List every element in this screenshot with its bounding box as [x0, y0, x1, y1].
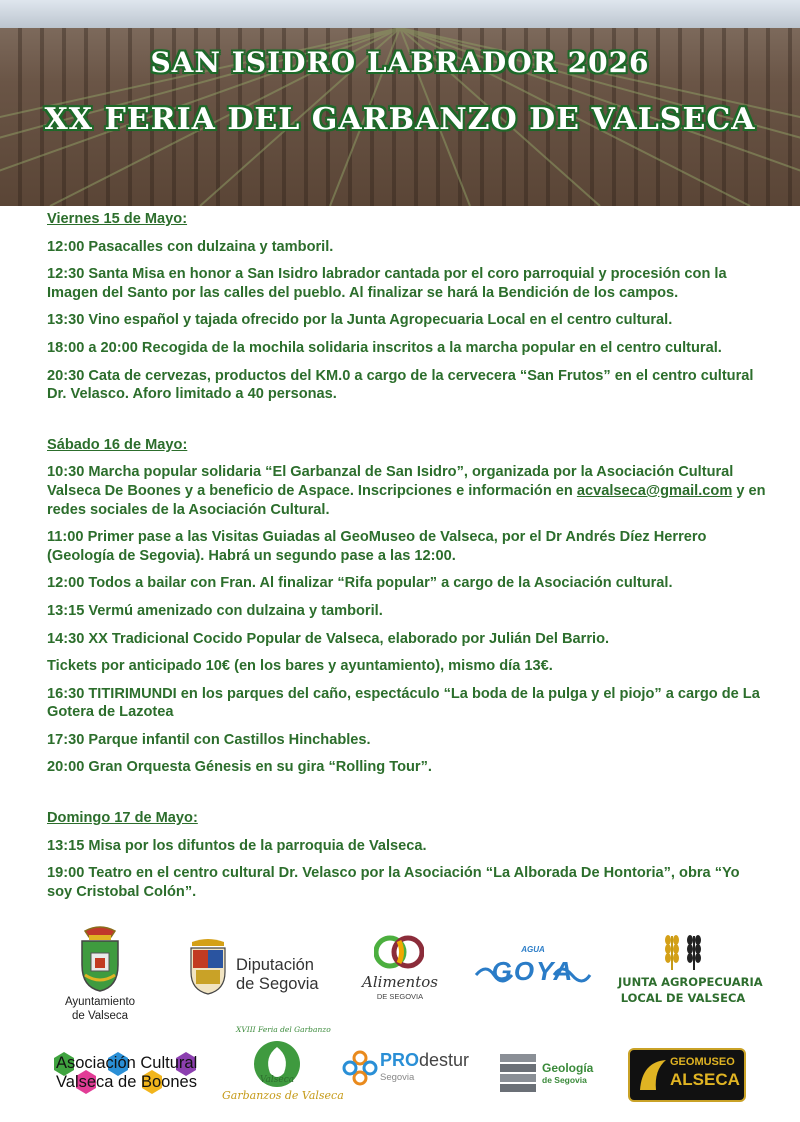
- prodestur-sub: Segovia: [380, 1072, 415, 1083]
- alimentos-symbol-icon: [374, 933, 424, 971]
- event-item: 12:30 Santa Misa en honor a San Isidro labrador cantada por el coro parroquial y procesión con la Imagen del Santo por las calles del pueblo. Al finalizar se hará la Bendición de los campos.: [47, 266, 727, 301]
- ayuntamiento-line-1: Ayuntamiento: [64, 996, 136, 1008]
- asociacion-line-2: Valseca de Boones: [56, 1073, 197, 1091]
- logo-junta-agropecuaria: [618, 932, 763, 1007]
- diputacion-line-1: Diputación: [236, 956, 314, 974]
- goya-main-label: GOYA: [491, 956, 575, 986]
- geologia-line-1: Geología: [542, 1061, 594, 1075]
- program-content: [47, 208, 767, 901]
- prodestur-rest: destur: [419, 1050, 470, 1070]
- feria-arc-text: XVIII Feria del Garbanzo: [236, 1025, 331, 1034]
- feria-center-text: Valseca: [259, 1075, 295, 1085]
- coat-of-arms-icon: [77, 925, 123, 993]
- wheat-icon: [658, 932, 708, 970]
- event-item: 19:00 Teatro en el centro cultural Dr. Velasco por la Asociación “La Alborada De Hontoria”, obra “Yo soy Cristobal Colón”.: [47, 865, 740, 900]
- alimentos-line-1: Alimentos: [362, 973, 438, 991]
- goya-top-label: AGUA: [521, 945, 545, 954]
- prodestur-flower-icon: [342, 1050, 378, 1086]
- feria-bottom-text: Garbanzos de Valseca: [222, 1089, 344, 1102]
- logo-geologia-segovia: [498, 1052, 610, 1094]
- event-text: 10:30 Marcha popular solidaria “El Garbanzal de San Isidro”, organizada por la Asociación Cultural Valseca De Boones y a beneficio de Aspace. Inscripciones e información en: [47, 464, 734, 499]
- event-item: 20:00 Gran Orquesta Génesis en su gira “Rolling Tour”.: [47, 759, 432, 776]
- event-item: Tickets por anticipado 10€ (en los bares y ayuntamiento), mismo día 13€.: [47, 658, 553, 675]
- logo-alimentos-segovia: [360, 933, 440, 1005]
- header-banner: [0, 0, 800, 206]
- logo-diputacion-segovia: [188, 938, 338, 1000]
- day-heading-saturday: Sábado 16 de Mayo:: [47, 436, 188, 453]
- event-item: [47, 463, 767, 519]
- logo-ayuntamiento-valseca: [50, 925, 150, 1025]
- logo-feria-garbanzo: [222, 1025, 344, 1115]
- sky-strip: [0, 0, 800, 28]
- day-heading-sunday: Domingo 17 de Mayo:: [47, 810, 198, 827]
- prodestur-pro: PRO: [380, 1050, 420, 1070]
- geomuseo-line-1: GEOMUSEO: [670, 1056, 735, 1068]
- event-item: 14:30 XX Tradicional Cocido Popular de Valseca, elaborado por Julián Del Barrio.: [47, 630, 610, 647]
- event-item: 11:00 Primer pase a las Visitas Guiadas al GeoMuseo de Valseca, por el Dr Andrés Díez Herrero (Geología de Segovia). Habrá un segundo pase a las 12:00.: [47, 529, 707, 564]
- title-line-1: SAN ISIDRO LABRADOR 2026: [150, 46, 650, 79]
- logo-prodestur: [342, 1048, 482, 1088]
- asociacion-line-1: Asociación Cultural: [56, 1054, 198, 1072]
- logo-asociacion-cultural: [50, 1050, 206, 1100]
- title-line-2: XX FERIA DEL GARBANZO DE VALSECA: [44, 102, 756, 137]
- alimentos-line-2: DE SEGOVIA: [376, 992, 424, 1001]
- event-text-tail: y en redes sociales de la Asociación Cultural.: [47, 482, 766, 518]
- geomuseo-line-2: ALSECA: [670, 1070, 740, 1089]
- shield-icon: [188, 938, 228, 996]
- email-link[interactable]: acvalseca@gmail.com: [576, 482, 733, 499]
- fossil-icon: [636, 1056, 670, 1094]
- event-item: 20:30 Cata de cervezas, productos del KM.0 a cargo de la cervecera “San Frutos” en el centro cultural Dr. Velasco. Aforo limitado a 40 personas.: [47, 367, 754, 403]
- ayuntamiento-line-2: de Valseca: [71, 1010, 129, 1022]
- event-item: 12:00 Todos a bailar con Fran. Al finalizar “Rifa popular” a cargo de la Asociación cultural.: [47, 575, 673, 592]
- logo-geomuseo-valseca: [628, 1048, 746, 1102]
- event-item: 12:00 Pasacalles con dulzaina y tamboril.: [47, 238, 334, 255]
- event-item: 18:00 a 20:00 Recogida de la mochila solidaria inscritos a la marcha popular en el centro cultural.: [47, 339, 722, 356]
- diputacion-line-2: de Segovia: [236, 975, 319, 993]
- event-item: 13:15 Misa por los difuntos de la parroquia de Valseca.: [47, 837, 427, 854]
- junta-line-2: LOCAL DE VALSECA: [620, 991, 746, 1005]
- day-heading-friday: Viernes 15 de Mayo:: [47, 211, 188, 227]
- event-item: 13:15 Vermú amenizado con dulzaina y tamboril.: [47, 602, 383, 619]
- geologia-line-2: de Segovia: [542, 1075, 587, 1085]
- logo-agua-goya: [474, 945, 592, 995]
- junta-line-1: JUNTA AGROPECUARIA: [618, 975, 763, 989]
- geologia-layers-icon: [498, 1052, 538, 1094]
- event-item: 17:30 Parque infantil con Castillos Hinchables.: [47, 731, 371, 748]
- event-item: 13:30 Vino español y tajada ofrecido por la Junta Agropecuaria Local en el centro cultural.: [47, 312, 673, 329]
- event-item: 16:30 TITIRIMUNDI en los parques del caño, espectáculo “La boda de la pulga y el piojo” a cargo de La Gotera de Lazotea: [47, 685, 760, 721]
